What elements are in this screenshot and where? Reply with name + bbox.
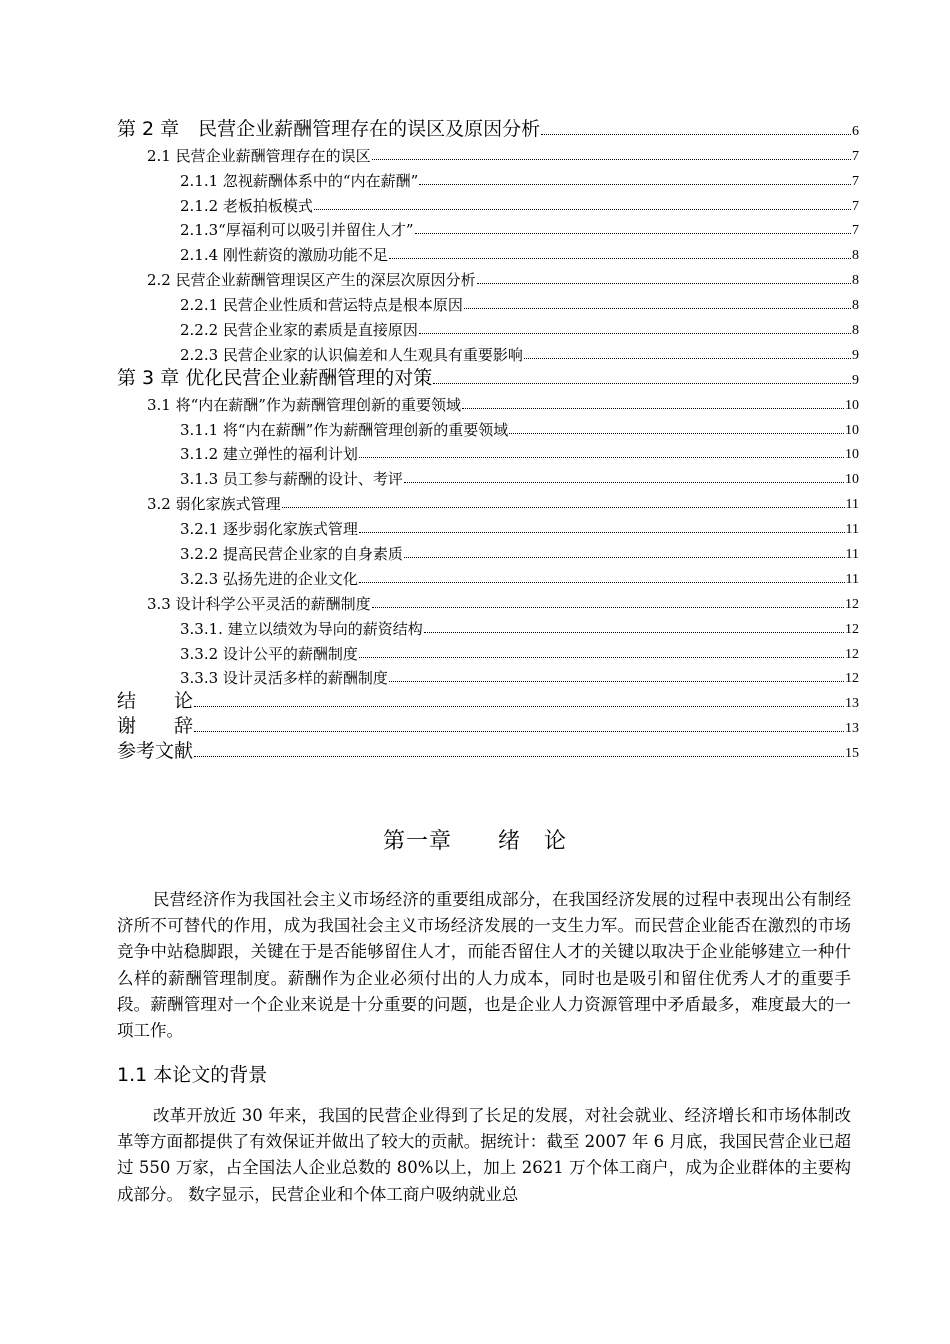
toc-entry-title: 3.1.3 员工参与薪酬的设计、考评 [180,470,403,489]
toc-entry-title: 2.1.3“厚福利可以吸引并留住人才” [180,221,414,240]
toc-entry[interactable] [117,537,859,562]
toc-entry-title: 3.3.3 设计灵活多样的薪酬制度 [180,669,388,688]
toc-leader-dots [404,482,844,483]
chapter-title: 第一章 绪 论 [382,829,567,854]
toc-entry[interactable] [117,562,859,587]
toc-entry-page: 12 [845,646,859,662]
toc-entry-title: 3.3.1. 建立以绩效为导向的薪资结构 [180,619,423,638]
toc-entry[interactable] [117,114,859,139]
toc-entry[interactable] [117,288,859,313]
toc-leader-dots [282,507,845,508]
toc-leader-dots [389,258,851,259]
toc-entry-page: 12 [845,671,859,687]
toc-entry-page: 7 [852,148,859,164]
toc-leader-dots [462,408,844,409]
toc-entry[interactable] [117,164,859,189]
toc-entry-page: 8 [852,323,859,339]
toc-leader-dots [524,358,851,359]
toc-entry-title: 2.2.2 民营企业家的素质是直接原因 [180,321,418,340]
toc-entry[interactable] [117,363,859,388]
toc-entry-title: 3.2.1 逐步弱化家族式管理 [180,520,358,539]
toc-entry[interactable] [117,711,859,736]
table-of-contents [117,114,859,761]
toc-leader-dots [194,756,844,757]
toc-leader-dots [477,283,851,284]
toc-entry-title: 2.1 民营企业薪酬管理存在的误区 [147,146,371,165]
toc-entry-title: 结 论 [117,690,194,713]
toc-entry-page: 10 [845,472,859,488]
toc-leader-dots [359,457,844,458]
toc-entry-page: 12 [845,621,859,637]
toc-entry-title: 参考文献 [117,740,194,763]
toc-entry-title: 2.1.2 老板拍板模式 [180,196,313,215]
toc-entry[interactable] [117,263,859,288]
toc-entry[interactable] [117,214,859,239]
toc-leader-dots [419,333,851,334]
toc-entry-page: 10 [845,397,859,413]
intro-paragraph: 民营经济作为我国社会主义市场经济的重要组成部分，在我国经济发展的过程中表现出公有制经济所不可替代的作用，成为我国社会主义市场经济发展的一支生力军。而民营企业能否在激烈的市场竞争中站稳脚跟，关键在于是否能够留住人才，而能否留住人才的关键以取决于企业能够建立一种什么样的薪酬管理制度。薪酬作为企业必须付出的人力成本，同时也是吸引和留住优秀人才的重要手段。薪酬管理对一个企业来说是十分重要的问题，也是企业人力资源管理中矛盾最多，难度最大的一项工作。 [117,890,851,1041]
toc-entry[interactable] [117,587,859,612]
toc-leader-dots [541,134,851,135]
toc-entry-page: 7 [852,173,859,189]
toc-leader-dots [372,607,844,608]
toc-leader-dots [509,433,844,434]
toc-leader-dots [433,383,851,384]
toc-entry-page: 11 [845,547,859,563]
toc-entry-title: 3.2.3 弘扬先进的企业文化 [180,569,358,588]
toc-entry[interactable] [117,438,859,463]
toc-entry-page: 6 [852,123,859,139]
toc-leader-dots [404,557,845,558]
toc-entry-page: 9 [852,372,859,388]
toc-entry-page: 7 [852,198,859,214]
toc-entry-title: 3.1.1 将“内在薪酬”作为薪酬管理创新的重要领域 [180,420,509,439]
toc-leader-dots [419,184,851,185]
toc-leader-dots [194,706,844,707]
toc-entry-page: 13 [845,721,859,737]
toc-entry[interactable] [117,388,859,413]
toc-entry-title: 3.1.2 建立弹性的福利计划 [180,445,358,464]
toc-entry-page: 15 [845,746,859,762]
toc-entry-title: 3.3.2 设计公平的薪酬制度 [180,644,358,663]
background-paragraph: 改革开放近 30 年来，我国的民营企业得到了长足的发展，对社会就业、经济增长和市场体制改革等方面都提供了有效保证并做出了较大的贡献。据统计：截至 2007 年 6 月底，我国民营企业已超过 550 万家，占全国法人企业总数的 80%以上，加上 2621 万个体工商户，成为企业群体的主要构成部分。 数字显示，民营企业和个体工商户吸纳就业总 [117,1106,851,1204]
toc-leader-dots [464,308,851,309]
toc-leader-dots [314,209,851,210]
toc-entry[interactable] [117,462,859,487]
toc-entry[interactable] [117,338,859,363]
section-title: 1.1 本论文的背景 [117,1064,268,1086]
toc-entry-page: 8 [852,248,859,264]
toc-entry-title: 3.1 将“内在薪酬”作为薪酬管理创新的重要领域 [147,395,461,414]
toc-entry-page: 10 [845,422,859,438]
toc-leader-dots [194,731,844,732]
toc-leader-dots [389,681,844,682]
toc-entry[interactable] [117,512,859,537]
toc-entry-title: 2.1.4 刚性薪资的激励功能不足 [180,246,388,265]
toc-entry-page: 11 [845,522,859,538]
toc-entry-title: 2.2 民营企业薪酬管理误区产生的深层次原因分析 [147,271,476,290]
toc-entry-page: 13 [845,696,859,712]
toc-entry[interactable] [117,313,859,338]
toc-entry[interactable] [117,662,859,687]
toc-entry-page: 10 [845,447,859,463]
toc-entry-title: 第 3 章 优化民营企业薪酬管理的对策 [117,366,433,389]
toc-entry-title: 2.1.1 忽视薪酬体系中的“内在薪酬” [180,171,419,190]
toc-leader-dots [359,657,844,658]
toc-entry[interactable] [117,238,859,263]
toc-entry-page: 8 [852,273,859,289]
toc-entry-title: 第 2 章 民营企业薪酬管理存在的误区及原因分析 [117,117,541,140]
toc-entry-page: 8 [852,298,859,314]
toc-entry[interactable] [117,189,859,214]
toc-entry-title: 2.2.3 民营企业家的认识偏差和人生观具有重要影响 [180,345,523,364]
toc-entry[interactable] [117,487,859,512]
toc-entry[interactable] [117,139,859,164]
toc-entry-title: 3.2.2 提高民营企业家的自身素质 [180,545,403,564]
toc-entry-page: 12 [845,596,859,612]
toc-entry-page: 11 [845,497,859,513]
toc-leader-dots [372,159,851,160]
toc-entry[interactable] [117,413,859,438]
toc-leader-dots [359,582,845,583]
toc-entry-page: 11 [845,571,859,587]
toc-entry-page: 7 [852,223,859,239]
toc-entry-title: 3.2 弱化家族式管理 [147,495,281,514]
toc-leader-dots [424,632,844,633]
toc-entry[interactable] [117,612,859,637]
toc-entry-title: 谢 辞 [117,715,194,738]
toc-leader-dots [359,532,845,533]
toc-entry-title: 2.2.1 民营企业性质和营运特点是根本原因 [180,296,463,315]
toc-leader-dots [415,233,851,234]
toc-entry[interactable] [117,637,859,662]
toc-entry-title: 3.3 设计科学公平灵活的薪酬制度 [147,594,371,613]
toc-entry[interactable] [117,686,859,711]
toc-entry[interactable] [117,736,859,761]
toc-entry-page: 9 [852,347,859,363]
